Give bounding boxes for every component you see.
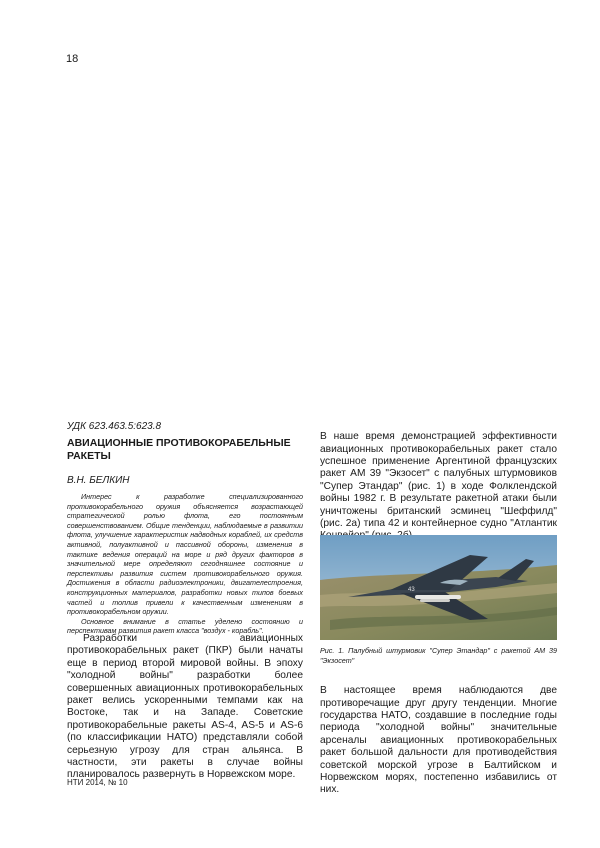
body-paragraph: Разработки авиационных противокорабельных ракет (ПКР) были начаты еще в период второй мировой войны. В эпоху "холодной войны" разработки более совершенных авиационных противокорабельных ракет велись ускоренными темпами как на Востоке, так и на Западе. Советские противокорабельные ракеты AS-4, AS-5 и AS-6 (по классификации НАТО) представляли собой серьезную угрозу для стран альянса. В частности, эти ракеты в случае войны планировалось развернуть в Норвежском море. [67,633,303,781]
left-column-body [67,633,303,782]
aircraft-photo-image [320,535,557,640]
abstract-paragraph: Основное внимание в статье уделено состоянию и перспективам развития ракет класса "воздух - корабль". [67,616,303,636]
abstract [67,492,303,636]
right-column-body-top [320,421,557,553]
body-paragraph: В наше время демонстрацией эффективности авиационных противокорабельных ракет стало успешное применение Аргентиной французских ракет АМ 39 "Экзосет" с палубных штурмовиков "Супер Этандар" (рис. 1) в ходе Фолклендской войны 1982 г. В результате ракетной атаки были уничтожены британский эсминец "Шеффилд" (рис. 2а) типа 42 и контейнерное судно "Атлантик [320,431,557,530]
figure-caption: Рис. 1. Палубный штурмовик "Супер Этандар" с ракетой АМ 39 "Экзосет" [320,646,557,665]
article-author: В.Н. БЕЛКИН [67,475,130,486]
journal-footer: НТИ 2014, № 10 [67,778,128,787]
right-column-body-bottom [320,675,557,807]
figure-aircraft-photo [320,535,557,640]
aircraft-code-label: 43 [408,587,415,593]
page-number: 18 [66,53,79,65]
body-paragraph: В настоящее время наблюдаются две противоречащие друг другу тенденции. Многие государства НАТО, создавшие в последние годы периода "холодной войны" значительные арсеналы авиационных противокорабельных ракет большой дальности для противодействия советской морской угрозе в Балтийском и Норвежском морях, постепенно избавились от них. [320,685,557,796]
abstract-paragraph: Интерес к разработке специализированного противокорабельного оружия объясняется возрастающей стратегической ролью флота, его постоянным совершенствованием. Общие тенденции, наблюдаемые в развитии флота, улучшение характеристик надводных кораблей, их средств активной, полуактивной и пассивной обороны, изменения в тактике ведения операций на море и ряд других факторов в значительной мере определяют сегодняшнее состояние и перспективы развития систем противокорабельного оружия. Достижения в области радиоэлектроники, двигателестроения, конструкционных материалов, разработки новых типов боевых частей и топлив привели к качественным изменениям в противокорабельном оружии. [67,492,303,617]
article-title: АВИАЦИОННЫЕ ПРОТИВОКОРАБЕЛЬНЫЕ РАКЕТЫ [67,437,291,462]
udk-code: УДК 623.463.5:623.8 [67,421,162,432]
